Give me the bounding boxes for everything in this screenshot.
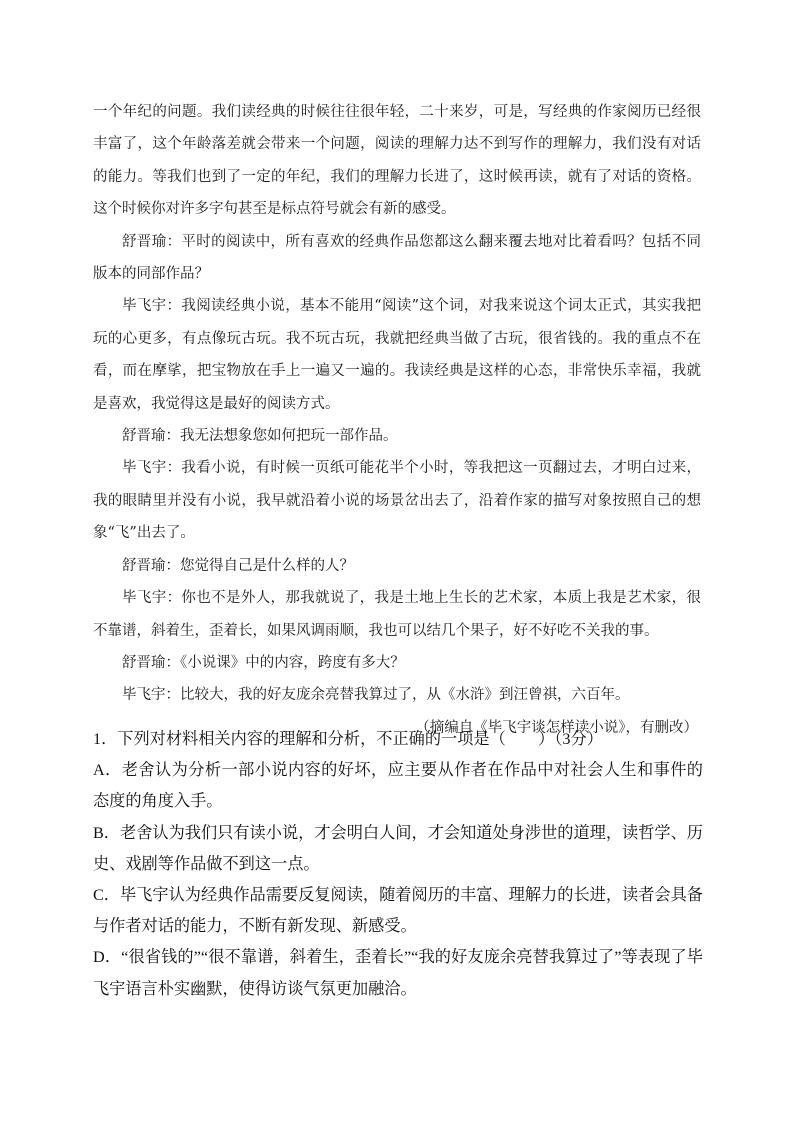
passage-paragraph-7: 毕飞宇：你也不是外人，那我就说了，我是土地上生长的艺术家，本质上我是艺术家，很不靠谱，斜着生，歪着长，如果风调雨顺，我也可以结几个果子，好不好吃不关我的事。 <box>93 590 701 639</box>
passage-paragraph-4: 舒晋瑜：我无法想象您如何把玩一部作品。 <box>122 428 398 445</box>
question-stem: 1．下列对材料相关内容的理解和分析，不正确的一项是（ ）（3分） <box>93 730 603 748</box>
option-c: C．毕飞宇认为经典作品需要反复阅读，随着阅历的丰富、理解力的长进，读者会具备与作者对话的能力，不断有新发现、新感受。 <box>93 886 703 936</box>
option-d: D．“很省钱的”“很不靠谱，斜着生，歪着长”“我的好友庞余亮替我算过了”等表现了毕飞宇语言朴实幽默，使得访谈气氛更加融洽。 <box>93 948 703 998</box>
passage-paragraph-6: 舒晋瑜：您觉得自己是什么样的人？ <box>122 557 354 574</box>
source-citation: （摘编自《毕飞宇谈怎样读小说》，有删改） <box>415 719 698 736</box>
question-block <box>93 724 703 1005</box>
option-b: B．老舍认为我们只有读小说，才会明白人间，才会知道处身涉世的道理，读哲学、历史、戏剧等作品做不到这一点。 <box>93 823 703 873</box>
passage-paragraph-2: 舒晋瑜：平时的阅读中，所有喜欢的经典作品您都这么翻来覆去地对比着看吗？包括不同版本的同部作品？ <box>93 233 701 283</box>
passage-paragraph-9: 毕飞宇：比较大，我的好友庞余亮替我算过了，从《水浒》到汪曾祺，六百年。 <box>122 687 630 704</box>
passage-paragraph-1: 一个年纪的问题。我们读经典的时候往往很年轻，二十来岁，可是，写经典的作家阅历已经很丰富了，这个年龄落差就会带来一个问题，阅读的理解力达不到写作的理解力，我们没有对话的能力。等我们也到了一定的年纪，我们的理解力长进了，这时候再读，就有了对话的资格。这个时候你对许多字句甚至是标点符号就会有新的感受。 <box>93 104 701 218</box>
passage-paragraph-5: 毕飞宇：我看小说，有时候一页纸可能花半个小时，等我把这一页翻过去，才明白过来，我的眼睛里并没有小说，我早就沿着小说的场景岔出去了，沿着作家的描写对象按照自己的想象“飞”出去了。 <box>93 460 701 542</box>
interview-passage <box>93 96 701 744</box>
passage-paragraph-3: 毕飞宇：我阅读经典小说，基本不能用“阅读”这个词，对我来说这个词太正式，其实我把玩的心更多，有点像玩古玩。我不玩古玩，我就把经典当做了古玩，很省钱的。我的重点不在看，而在摩挲，把宝物放在手上一遍又一遍的。我读经典是这样的心态，非常快乐幸福，我就是喜欢，我觉得这是最好的阅读方式。 <box>93 298 701 412</box>
passage-paragraph-8: 舒晋瑜：《小说课》中的内容，跨度有多大？ <box>122 654 405 671</box>
option-a: A．老舍认为分析一部小说内容的好坏，应主要从作者在作品中对社会人生和事件的态度的角度入手。 <box>93 761 703 811</box>
